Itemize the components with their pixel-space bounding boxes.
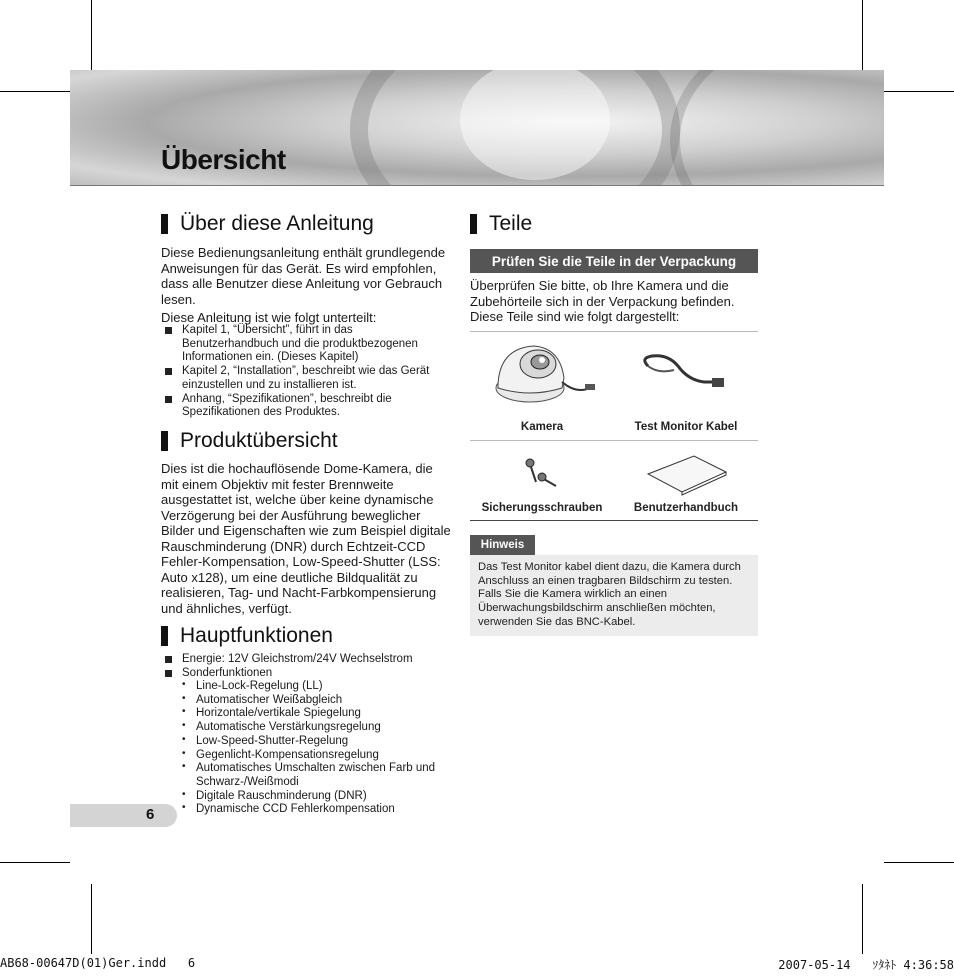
heading-bar <box>470 214 477 234</box>
list-item: Kapitel 2, “Installation”, beschreibt wie das Gerät einzustellen und zu installieren ist. <box>162 365 452 392</box>
divider <box>470 331 758 332</box>
list-item: Sonderfunktionen <box>162 667 452 681</box>
footer-timestamp: 2007-05-14 ｿﾀﾈﾄ 4:36:58 <box>778 958 954 972</box>
crop-mark <box>884 862 954 863</box>
crop-mark <box>862 0 863 70</box>
list-item: • Automatischer Weißabgleich <box>182 692 343 706</box>
functions-list <box>162 653 452 680</box>
screws-image <box>522 456 562 492</box>
list-item: • Digitale Rauschminderung (DNR) <box>182 788 367 802</box>
crop-mark <box>862 884 863 954</box>
list-item: • Automatisches Umschalten zwischen Farb und Schwarz-/Weißmodi <box>182 761 436 788</box>
caption-manual: Benutzerhandbuch <box>633 502 739 514</box>
crop-mark <box>91 884 92 954</box>
parts-intro: Überprüfen Sie bitte, ob Ihre Kamera und die Zubehörteile sich in der Verpackung befinden. Diese Teile sind wie folgt dargestellt: <box>470 278 735 324</box>
about-list <box>162 324 452 420</box>
caption-screws: Sicherungsschrauben <box>481 502 603 514</box>
list-item: Energie: 12V Gleichstrom/24V Wechselstrom <box>162 653 452 667</box>
parts-subheading: Prüfen Sie die Teile in der Verpackung <box>470 249 758 273</box>
heading-text: Hauptfunktionen <box>180 624 333 647</box>
page-title: Übersicht <box>161 144 286 175</box>
functions-sublist <box>162 680 452 817</box>
list-item: Anhang, “Spezifikationen”, beschreibt die Spezifikationen des Produktes. <box>162 393 452 420</box>
heading-text: Über diese Anleitung <box>180 212 374 235</box>
banner-rule <box>70 185 884 186</box>
caption-kamera: Kamera <box>520 421 564 433</box>
heading-bar <box>161 626 168 646</box>
heading-text: Teile <box>489 212 533 235</box>
hint-text: Das Test Monitor kabel dient dazu, die Kamera durch Anschluss an einen tragbaren Bildschirm zu testen. Falls Sie die Kamera wirklich an einen Überwachungsbildschirm anschließen möchten, verwenden Sie das BNC-Kabel. <box>478 561 741 628</box>
product-body: Dies ist die hochauflösende Dome-Kamera, die mit einem Objektiv mit fester Brennweite ausgestattet ist, welche über keine dynamische Verzögerung bei der Ausführung beweglicher Bilder und Eigenschaften wie zum Beispiel digitale Rauschminderung (DNR) durch Echtzeit-CCD Fehler-Kompensation, Low-Speed-Shutter (LSS: Auto x128), um eine deutliche Bildqualität zu realisieren, Tag- und Nacht-Farbkompensierung und ähnliches, verfügt. <box>161 461 451 616</box>
section-heading-product <box>161 429 338 453</box>
section-heading-functions <box>161 624 333 648</box>
section-heading-about <box>161 212 374 236</box>
heading-bar <box>161 431 168 451</box>
about-intro: Diese Bedienungsanleitung enthält grundlegende Anweisungen für das Gerät. Es wird empfohlen, dass alle Benutzer diese Anleitung vor Gebrauch lesen. <box>161 245 446 307</box>
crop-mark <box>0 91 70 92</box>
list-item: • Automatische Verstärkungsregelung <box>182 720 381 734</box>
caption-cable: Test Monitor Kabel <box>634 421 738 433</box>
divider <box>470 440 758 441</box>
cable-image <box>638 352 728 396</box>
manual-image <box>644 452 730 496</box>
heading-text: Produktübersicht <box>180 429 338 452</box>
page-number-tab <box>70 804 177 827</box>
crop-mark <box>91 0 92 70</box>
list-item: • Low-Speed-Shutter-Regelung <box>182 733 349 747</box>
section-heading-parts <box>470 212 532 236</box>
divider <box>470 520 758 521</box>
crop-mark <box>0 862 70 863</box>
page-number: 6 <box>146 806 155 823</box>
list-item: • Dynamische CCD Fehlerkompensation <box>182 802 395 816</box>
heading-bar <box>161 214 168 234</box>
hint-label: Hinweis <box>470 535 535 555</box>
about-divided-label: Diese Anleitung ist wie folgt unterteilt: <box>161 310 377 325</box>
list-item: • Line-Lock-Regelung (LL) <box>182 679 323 692</box>
crop-mark <box>884 91 954 92</box>
camera-image <box>490 338 600 410</box>
list-item: • Horizontale/vertikale Spiegelung <box>182 706 361 720</box>
footer-file-info: AB68-00647D(01)Ger.indd 6 <box>0 956 196 970</box>
list-item: Kapitel 1, “Übersicht”, führt in das Benutzerhandbuch und die produktbezogenen Informationen ein. (Dieses Kapitel) <box>162 324 452 365</box>
list-item: • Gegenlicht-Kompensationsregelung <box>182 747 379 761</box>
